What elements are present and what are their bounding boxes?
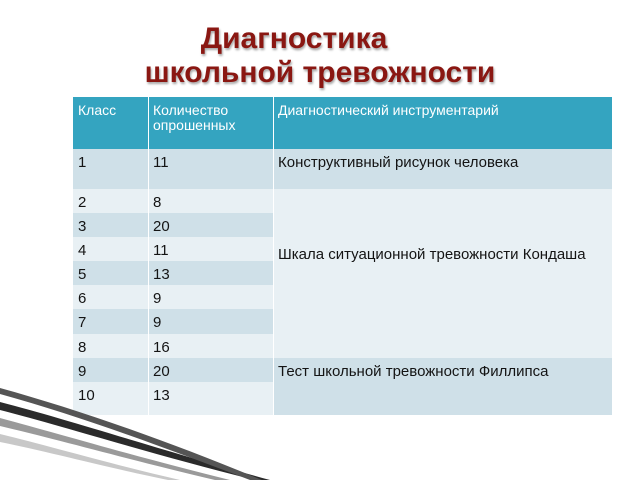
- count-cell: 20: [148, 358, 273, 382]
- count-cell: 11: [148, 237, 273, 261]
- count-cell: 13: [148, 261, 273, 285]
- tool-cell: Шкала ситуационной тревожности Кондаша: [273, 189, 612, 358]
- class-cell: 10: [73, 382, 148, 415]
- count-cell: 8: [148, 189, 273, 213]
- tool-cell: Конструктивный рисунок человека: [273, 149, 612, 189]
- tool-cell: Тест школьной тревожности Филлипса: [273, 358, 612, 415]
- count-cell: 9: [148, 309, 273, 334]
- header-class: Класс: [73, 97, 148, 149]
- page-title: [0, 22, 640, 90]
- decorative-wave-lines: [0, 380, 270, 480]
- count-cell: 9: [148, 285, 273, 309]
- class-cell: 2: [73, 189, 148, 213]
- count-cell: 13: [148, 382, 273, 415]
- class-cell: 8: [73, 334, 148, 358]
- class-cell: 4: [73, 237, 148, 261]
- count-cell: 16: [148, 334, 273, 358]
- class-cell: 6: [73, 285, 148, 309]
- header-count: Количество опрошенных: [148, 97, 273, 149]
- count-cell: 11: [148, 149, 273, 189]
- header-tools: Диагностический инструментарий: [273, 97, 612, 149]
- title-line-1: Диагностика: [200, 22, 388, 55]
- count-cell: 20: [148, 213, 273, 237]
- class-cell: 5: [73, 261, 148, 285]
- class-cell: 7: [73, 309, 148, 334]
- title-line-2: школьной тревожности: [144, 56, 496, 89]
- column-divider: [273, 97, 274, 415]
- class-cell: 9: [73, 358, 148, 382]
- column-divider: [148, 97, 149, 415]
- class-cell: 3: [73, 213, 148, 237]
- class-cell: 1: [73, 149, 148, 189]
